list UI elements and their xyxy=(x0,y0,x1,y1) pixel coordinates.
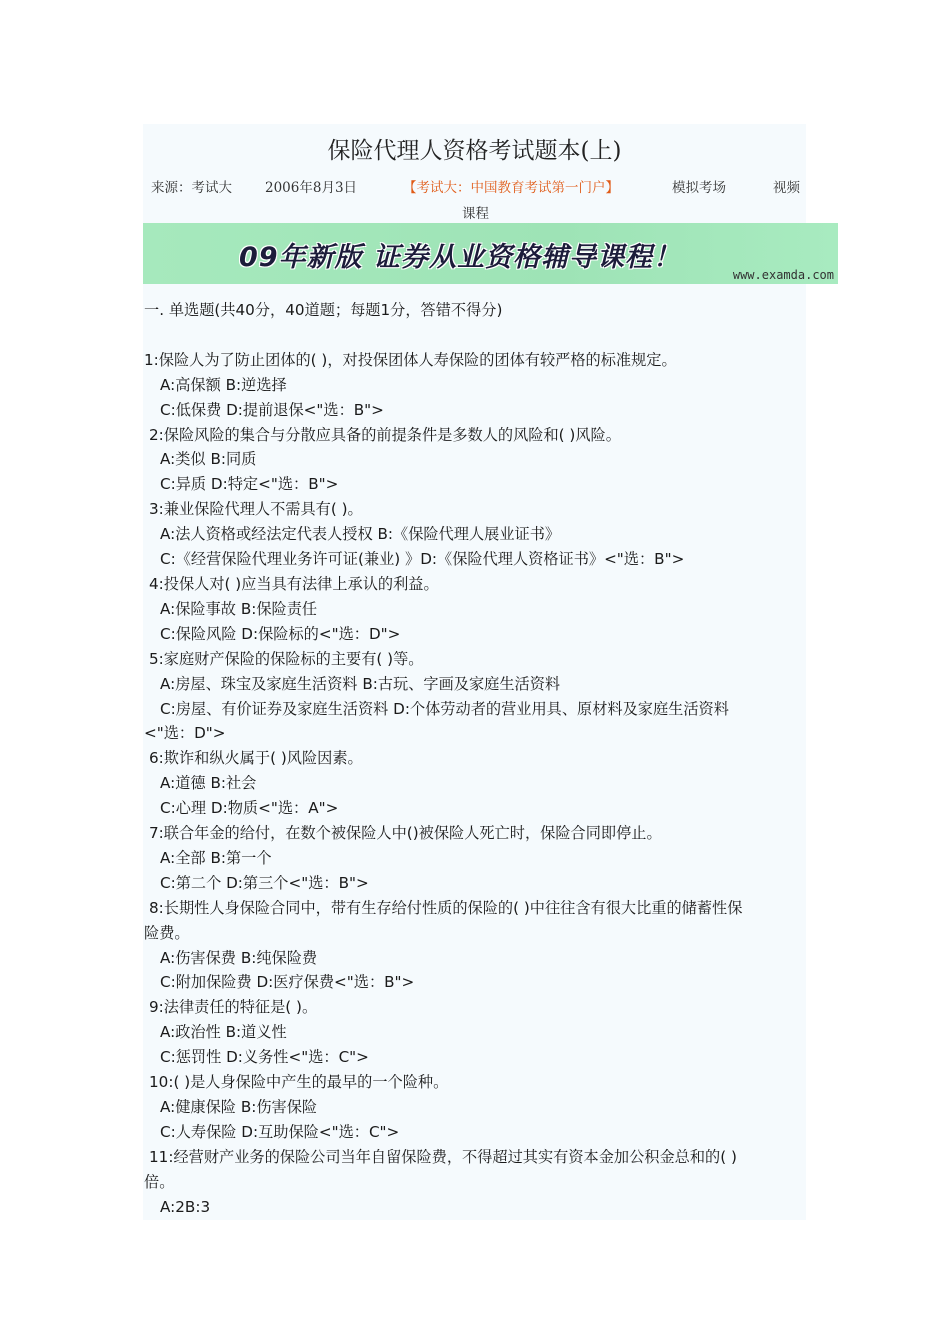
question-text: 8:长期性人身保险合同中，带有生存给付性质的保险的( )中往往含有很大比重的储蓄性保 xyxy=(149,898,743,917)
question-list xyxy=(144,298,808,1220)
course-link[interactable]: 课程 xyxy=(462,206,489,222)
question-text: 2:保险风险的集合与分散应具备的前提条件是多数人的风险和( )风险。 xyxy=(149,425,621,444)
options-ab: A:类似 B:同质 xyxy=(160,450,257,469)
options-ab: A:伤害保费 B:纯保险费 xyxy=(160,948,318,967)
answer-continuation: <"选：D"> xyxy=(144,724,226,743)
options-cd: C:人寿保险 D:互助保险<"选：C"> xyxy=(160,1122,400,1141)
options-ab: A:2B:3 xyxy=(160,1197,211,1216)
ad-banner[interactable] xyxy=(143,223,838,284)
options-cd: C:异质 D:特定<"选：B"> xyxy=(160,475,339,494)
question-text-continuation: 倍。 xyxy=(144,1172,175,1191)
options-cd: C:《经营保险代理业务许可证(兼业) 》D:《保险代理人资格证书》<"选：B"> xyxy=(160,550,685,569)
options-cd: C:惩罚性 D:义务性<"选：C"> xyxy=(160,1048,369,1067)
options-cd: C:保险风险 D:保险标的<"选：D"> xyxy=(160,624,401,643)
question-text: 10:( )是人身保险中产生的最早的一个险种。 xyxy=(149,1073,449,1092)
options-ab: A:房屋、珠宝及家庭生活资料 B:古玩、字画及家庭生活资料 xyxy=(160,674,561,693)
options-ab: A:法人资格或经法定代表人授权 B:《保险代理人展业证书》 xyxy=(160,525,561,544)
options-cd: C:第二个 D:第三个<"选：B"> xyxy=(160,873,369,892)
question-text: 7:联合年金的给付，在数个被保险人中()被保险人死亡时，保险合同即停止。 xyxy=(149,824,662,843)
question-text: 3:兼业保险代理人不需具有( )。 xyxy=(149,500,363,519)
source-label: 来源：考试大 xyxy=(151,180,232,196)
options-ab: A:保险事故 B:保险责任 xyxy=(160,599,318,618)
blank-line xyxy=(144,323,808,348)
options-ab: A:高保额 B:逆选择 xyxy=(160,375,287,394)
options-cd: C:房屋、有价证券及家庭生活资料 D:个体劳动者的营业用具、原材料及家庭生活资料 xyxy=(160,699,729,718)
options-ab: A:政治性 B:道义性 xyxy=(160,1023,287,1042)
options-cd: C:低保费 D:提前退保<"选：B"> xyxy=(160,400,384,419)
section-heading: 一. 单选题(共40分，40道题；每题1分，答错不得分) xyxy=(144,301,503,319)
video-link[interactable]: 视频 xyxy=(773,180,800,196)
question-text-continuation: 险费。 xyxy=(144,923,190,942)
banner-url: www.examda.com xyxy=(732,268,834,282)
question-text: 6:欺诈和纵火属于( )风险因素。 xyxy=(149,749,363,768)
question-text: 5:家庭财产保险的保险标的主要有( )等。 xyxy=(149,649,424,668)
question-text: 1:保险人为了防止团体的( )，对投保团体人寿保险的团体有较严格的标准规定。 xyxy=(144,350,677,369)
site-tagline-link[interactable]: 【考试大：中国教育考试第一门户】 xyxy=(403,180,619,196)
options-ab: A:健康保险 B:伤害保险 xyxy=(160,1098,318,1116)
question-text: 9:法律责任的特征是( )。 xyxy=(149,998,318,1017)
options-ab: A:道德 B:社会 xyxy=(160,774,257,793)
mock-exam-link[interactable]: 模拟考场 xyxy=(672,180,726,196)
banner-headline: 09年新版 证券从业资格辅导课程！ xyxy=(239,242,681,273)
page-title: 保险代理人资格考试题本(上) xyxy=(327,138,622,164)
options-cd: C:心理 D:物质<"选：A"> xyxy=(160,799,339,818)
question-text: 11:经营财产业务的保险公司当年自留保险费，不得超过其实有资本金加公积金总和的( ) xyxy=(149,1147,737,1166)
options-ab: A:全部 B:第一个 xyxy=(160,848,272,867)
options-cd: C:附加保险费 D:医疗保费<"选：B"> xyxy=(160,973,415,992)
question-text: 4:投保人对( )应当具有法律上承认的利益。 xyxy=(149,574,439,593)
publish-date: 2006年8月3日 xyxy=(265,180,358,196)
